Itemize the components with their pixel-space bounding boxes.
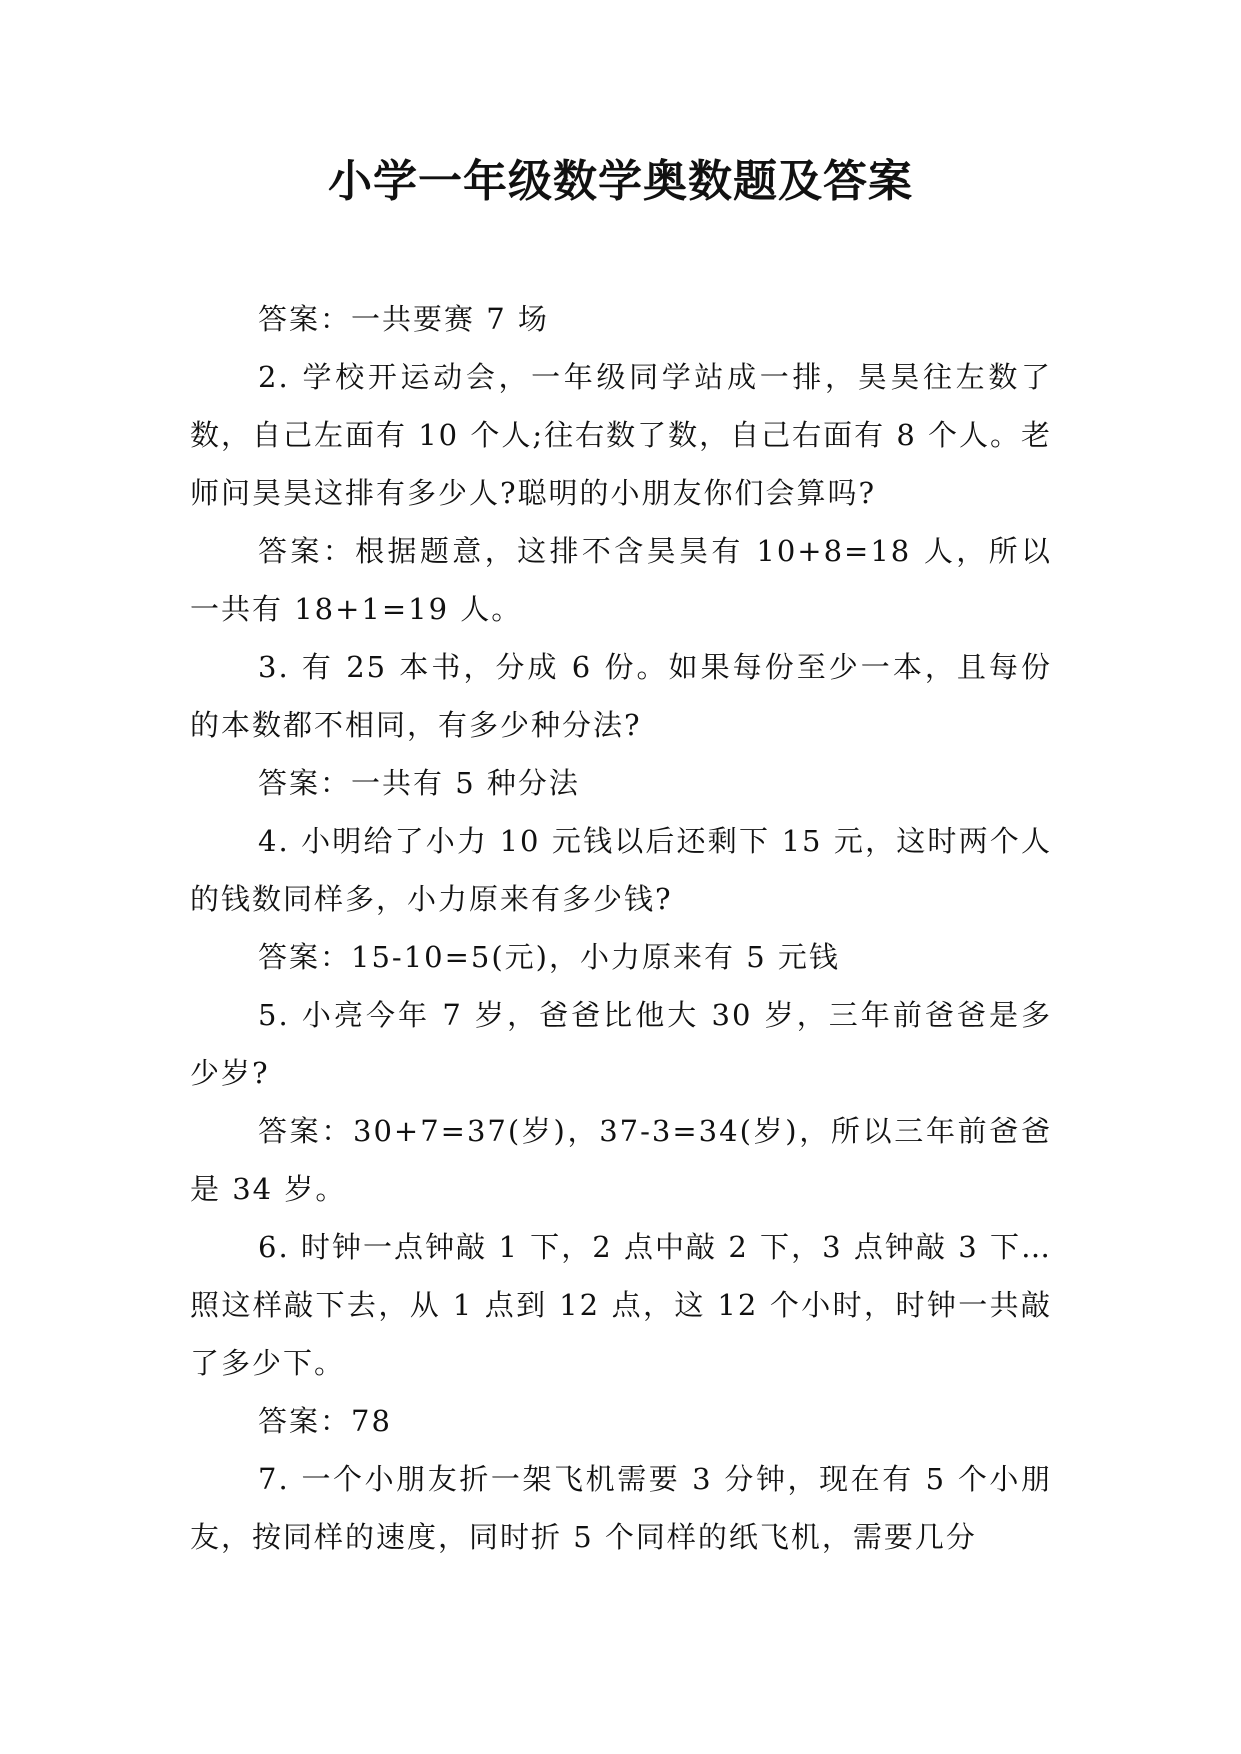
- paragraph-answer-6: 答案：78: [258, 1404, 392, 1438]
- document-title: 小学一年级数学奥数题及答案: [328, 156, 913, 207]
- paragraph-question-6: 6. 时钟一点钟敲 1 下，2 点中敲 2 下，3 点钟敲 3 下…照这样敲下去，从 1 点到 12 点，这 12 个小时，时钟一共敲了多少下。: [190, 1230, 1052, 1380]
- paragraph-answer-1: 答案：一共要赛 7 场: [258, 302, 549, 336]
- paragraph-question-3: 3. 有 25 本书，分成 6 份。如果每份至少一本，且每份的本数都不相同，有多少种分法?: [190, 650, 1052, 742]
- paragraph-answer-5: 答案：30+7=37(岁)，37-3=34(岁)，所以三年前爸爸是 34 岁。: [190, 1114, 1052, 1206]
- paragraph-answer-3: 答案：一共有 5 种分法: [258, 766, 580, 800]
- paragraph-question-7: 7. 一个小朋友折一架飞机需要 3 分钟，现在有 5 个小朋友，按同样的速度，同时折 5 个同样的纸飞机，需要几分: [190, 1462, 1052, 1554]
- paragraph-answer-4: 答案：15-10=5(元)，小力原来有 5 元钱: [258, 940, 840, 974]
- paragraph-question-4: 4. 小明给了小力 10 元钱以后还剩下 15 元，这时两个人的钱数同样多，小力原来有多少钱?: [190, 824, 1052, 916]
- document-body: [190, 290, 1052, 1566]
- paragraph-answer-2: 答案：根据题意，这排不含昊昊有 10+8=18 人，所以一共有 18+1=19 人。: [190, 534, 1052, 626]
- paragraph-question-5: 5. 小亮今年 7 岁，爸爸比他大 30 岁，三年前爸爸是多少岁?: [190, 998, 1052, 1090]
- paragraph-question-2: 2. 学校开运动会，一年级同学站成一排，昊昊往左数了数，自己左面有 10 个人;往右数了数，自己右面有 8 个人。老师问昊昊这排有多少人?聪明的小朋友你们会算吗?: [190, 360, 1052, 510]
